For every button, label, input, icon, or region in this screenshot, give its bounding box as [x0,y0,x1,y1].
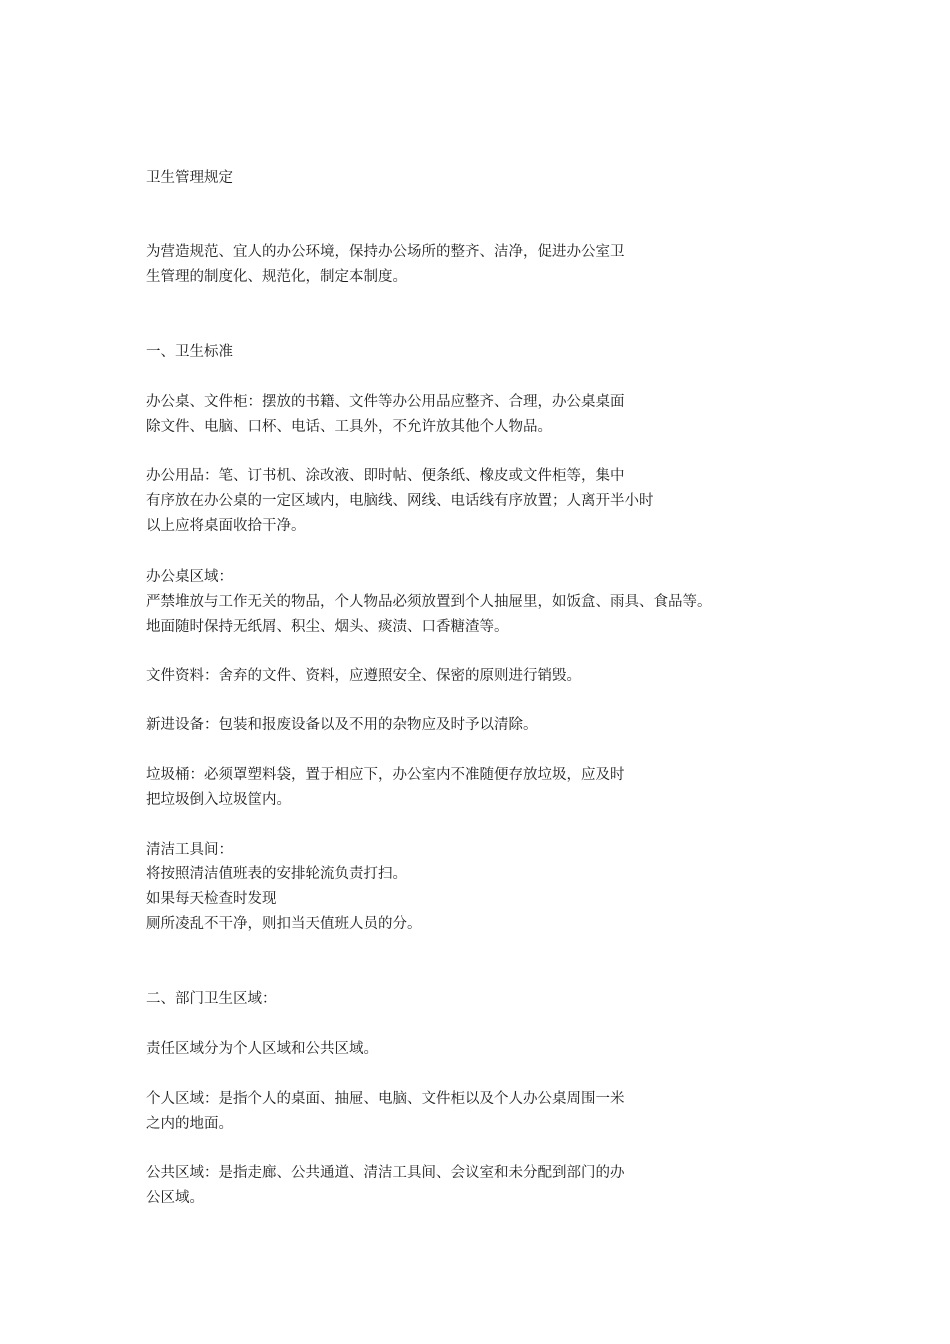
document-title: 卫生管理规定 [146,170,233,186]
supplies-paragraph-line-1: 办公用品：笔、订书机、涂改液、即时帖、便条纸、橡皮或文件柜等，集中 [146,468,625,484]
desk-paragraph-line-1: 办公桌、文件柜：摆放的书籍、文件等办公用品应整齐、合理，办公桌桌面 [146,394,625,410]
deskarea-paragraph-line-3: 地面随时保持无纸屑、积尘、烟头、痰渍、口香糖渣等。 [146,619,509,635]
intro-line-2: 生管理的制度化、规范化，制定本制度。 [146,269,407,285]
supplies-paragraph-line-3: 以上应将桌面收拾干净。 [146,518,306,534]
cleaning-paragraph-line-2: 将按照清洁值班表的安排轮流负责打扫。 [146,866,407,882]
deskarea-paragraph-line-1: 办公桌区域： [146,569,233,585]
cleaning-paragraph-line-1: 清洁工具间： [146,842,233,858]
areas-paragraph: 责任区域分为个人区域和公共区域。 [146,1041,378,1057]
public-area-line-2: 公区域。 [146,1190,204,1206]
trash-paragraph-line-1: 垃圾桶：必须罩塑料袋，置于相应下，办公室内不准随便存放垃圾，应及时 [146,767,625,783]
section2-heading: 二、部门卫生区域： [146,991,277,1007]
cleaning-paragraph-line-3: 如果每天检查时发现 [146,891,277,907]
personal-area-line-2: 之内的地面。 [146,1116,233,1132]
public-area-line-1: 公共区域：是指走廊、公共通道、清洁工具间、会议室和未分配到部门的办 [146,1165,625,1181]
personal-area-line-1: 个人区域：是指个人的桌面、抽屉、电脑、文件柜以及个人办公桌周围一米 [146,1091,625,1107]
equipment-paragraph: 新进设备：包装和报废设备以及不用的杂物应及时予以清除。 [146,717,538,733]
cleaning-paragraph-line-4: 厕所凌乱不干净，则扣当天值班人员的分。 [146,916,422,932]
trash-paragraph-line-2: 把垃圾倒入垃圾筐内。 [146,792,291,808]
desk-paragraph-line-2: 除文件、电脑、口杯、电话、工具外，不允许放其他个人物品。 [146,419,552,435]
supplies-paragraph-line-2: 有序放在办公桌的一定区域内，电脑线、网线、电话线有序放置；人离开半小时 [146,493,654,509]
intro-line-1: 为营造规范、宜人的办公环境，保持办公场所的整齐、洁净，促进办公室卫 [146,244,625,260]
section1-heading: 一、卫生标准 [146,344,233,360]
files-paragraph: 文件资料：舍弃的文件、资料，应遵照安全、保密的原则进行销毁。 [146,668,581,684]
deskarea-paragraph-line-2: 严禁堆放与工作无关的物品，个人物品必须放置到个人抽屉里，如饭盒、雨具、食品等。 [146,594,712,610]
